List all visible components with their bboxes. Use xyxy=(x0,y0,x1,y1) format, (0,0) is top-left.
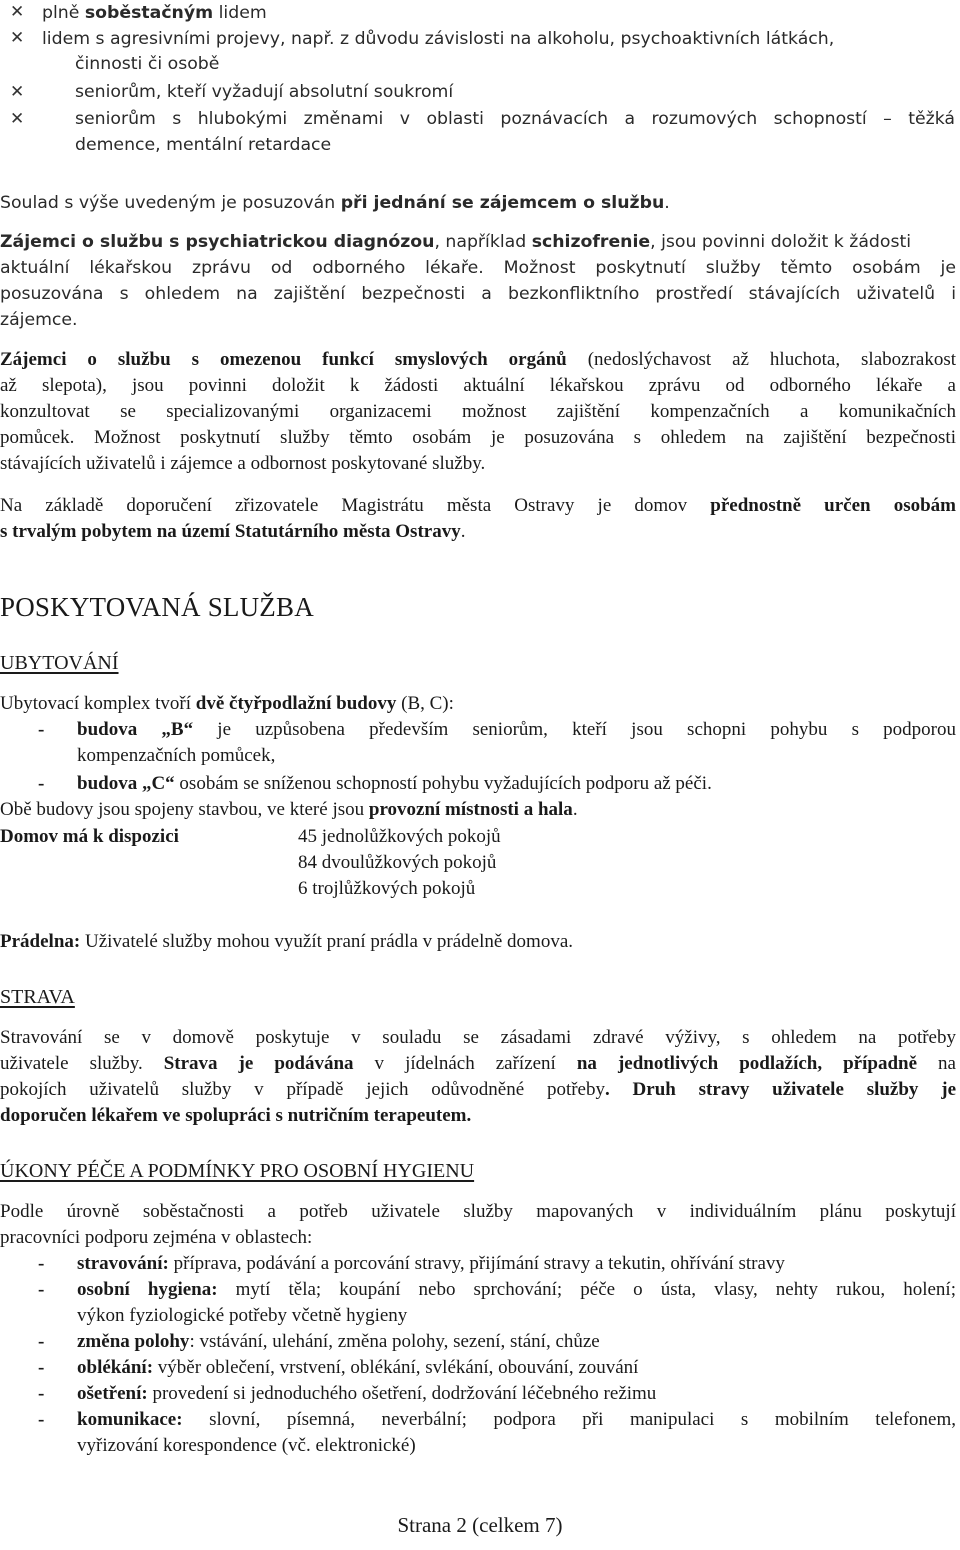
meals-heading: STRAVA xyxy=(0,986,75,1008)
rooms-label: Domov má k dispozici xyxy=(0,826,179,847)
psych-paragraph-line: Zájemci o službu s psychiatrickou diagnózou, například schizofrenie, jsou povinni doložit k žádosti xyxy=(0,232,912,252)
senses-paragraph-line: pomůcek. Možnost poskytnutí služby těmto osobám je posuzována s ohledem na zajištění bezpečnosti xyxy=(0,427,956,448)
dash-bullet: - xyxy=(38,1279,45,1300)
care-item: oblékání: výběr oblečení, vrstvení, oblékání, svlékání, obouvání, zouvání xyxy=(77,1357,639,1378)
laundry-line: Prádelna: Uživatelé služby mohou využít praní prádla v prádelně domova. xyxy=(0,931,574,952)
dash-bullet: - xyxy=(38,1331,45,1352)
dash-bullet: - xyxy=(38,773,45,794)
priority-paragraph-line: Na základě doporučení zřizovatele Magistrátu města Ostravy je domov přednostně určen osobám xyxy=(0,495,956,516)
senses-paragraph-line: konzultovat se specializovanými organizacemi možnost zajištění kompenzačních a komunikačních xyxy=(0,401,956,422)
care-item: ošetření: provedení si jednoduchého ošetření, dodržování léčebného režimu xyxy=(77,1383,657,1404)
exclusion-item-cont: demence, mentální retardace xyxy=(75,135,332,155)
dash-bullet: - xyxy=(38,1409,45,1430)
care-paragraph-line: pracovníci podporu zejména v oblastech: xyxy=(0,1227,313,1248)
care-paragraph-line: Podle úrovně soběstačnosti a potřeb uživatele služby mapovaných v individuálním plánu poskytují xyxy=(0,1201,956,1222)
senses-paragraph-line: Zájemci o službu s omezenou funkcí smyslových orgánů (nedoslýchavost až hluchota, slabozrakost xyxy=(0,349,957,370)
care-item-cont: výkon fyziologické potřeby včetně hygieny xyxy=(77,1305,408,1326)
meals-paragraph-line: doporučen lékařem ve spolupráci s nutričním terapeutem. xyxy=(0,1105,472,1126)
meals-paragraph-line: Stravování se v domově poskytuje v souladu se zásadami zdravé výživy, s ohledem na potřeby xyxy=(0,1027,956,1048)
care-item: stravování: příprava, podávání a porcování stravy, přijímání stravy a tekutin, ohřívání stravy xyxy=(77,1253,785,1274)
senses-paragraph-line: stávajících uživatelů i zájemce a odbornost poskytované služby. xyxy=(0,453,486,474)
buildings-connected: Obě budovy jsou spojeny stavbou, ve které jsou provozní místnosti a hala. xyxy=(0,799,578,820)
x-bullet-icon: ✕ xyxy=(10,2,25,22)
building-b-line: budova „B“ je uzpůsobena především seniorům, kteří jsou schopni pohybu s podporou xyxy=(77,719,956,740)
psych-paragraph-line: zájemce. xyxy=(0,310,78,330)
exclusion-item: plně soběstačným lidem xyxy=(42,3,267,23)
care-heading: ÚKONY PÉČE A PODMÍNKY PRO OSOBNÍ HYGIENU xyxy=(0,1160,475,1182)
care-item: změna polohy: vstávání, ulehání, změna polohy, sezení, stání, chůze xyxy=(77,1331,600,1352)
dash-bullet: - xyxy=(38,1253,45,1274)
exclusion-item-cont: činnosti či osobě xyxy=(75,54,220,74)
room-count: 45 jednolůžkových pokojů xyxy=(298,826,501,847)
building-b-line-cont: kompenzačních pomůcek, xyxy=(77,745,276,766)
psych-paragraph-line: posuzována s ohledem na zajištění bezpečnosti a bezkonfliktního prostředí stávajících uživatelů i xyxy=(0,284,956,304)
meals-paragraph-line: pokojích uživatelů služby v případě jejich odůvodněné potřeby. Druh stravy uživatele služby je xyxy=(0,1079,956,1100)
exclusion-item: lidem s agresivními projevy, např. z důvodu závislosti na alkoholu, psychoaktivních látkách, xyxy=(42,29,835,49)
care-item: osobní hygiena: mytí těla; koupání nebo sprchování; péče o ústa, vlasy, nehty rukou, holení; xyxy=(77,1279,956,1300)
meals-paragraph-line: uživatele služby. Strava je podávána v jídelnách zařízení na jednotlivých podlažích, případně na xyxy=(0,1053,956,1074)
room-count: 84 dvoulůžkových pokojů xyxy=(298,852,497,873)
accommodation-heading: UBYTOVÁNÍ xyxy=(0,652,119,674)
dash-bullet: - xyxy=(38,719,45,740)
care-item-cont: vyřizování korespondence (vč. elektronické) xyxy=(77,1435,416,1456)
exclusion-item: seniorům s hlubokými změnami v oblasti poznávacích a rozumových schopností – těžká xyxy=(75,109,955,129)
section-title: POSKYTOVANÁ SLUŽBA xyxy=(0,592,314,622)
soulad-paragraph: Soulad s výše uvedeným je posuzován při jednání se zájemcem o službu. xyxy=(0,193,670,213)
page-footer: Strana 2 (celkem 7) xyxy=(397,1513,563,1537)
x-bullet-icon: ✕ xyxy=(10,109,25,129)
dash-bullet: - xyxy=(38,1357,45,1378)
x-bullet-icon: ✕ xyxy=(10,28,25,48)
care-item: komunikace: slovní, písemná, neverbální; podpora při manipulaci s mobilním telefonem, xyxy=(77,1409,956,1430)
psych-paragraph-line: aktuální lékařskou zprávu od odborného lékaře. Možnost poskytnutí služby těmto osobám je xyxy=(0,258,956,278)
building-c-line: budova „C“ osobám se sníženou schopností pohybu vyžadujících podporu až péči. xyxy=(77,773,712,794)
room-count: 6 trojlůžkových pokojů xyxy=(298,878,476,899)
dash-bullet: - xyxy=(38,1383,45,1404)
x-bullet-icon: ✕ xyxy=(10,82,25,102)
priority-paragraph-line: s trvalým pobytem na území Statutárního města Ostravy. xyxy=(0,521,466,542)
senses-paragraph-line: až slepota), jsou povinni doložit k žádosti aktuální lékařskou zprávu od odborného lékaře a xyxy=(0,375,956,396)
accommodation-intro: Ubytovací komplex tvoří dvě čtyřpodlažní budovy (B, C): xyxy=(0,693,454,714)
exclusion-item: seniorům, kteří vyžadují absolutní soukromí xyxy=(75,82,454,102)
